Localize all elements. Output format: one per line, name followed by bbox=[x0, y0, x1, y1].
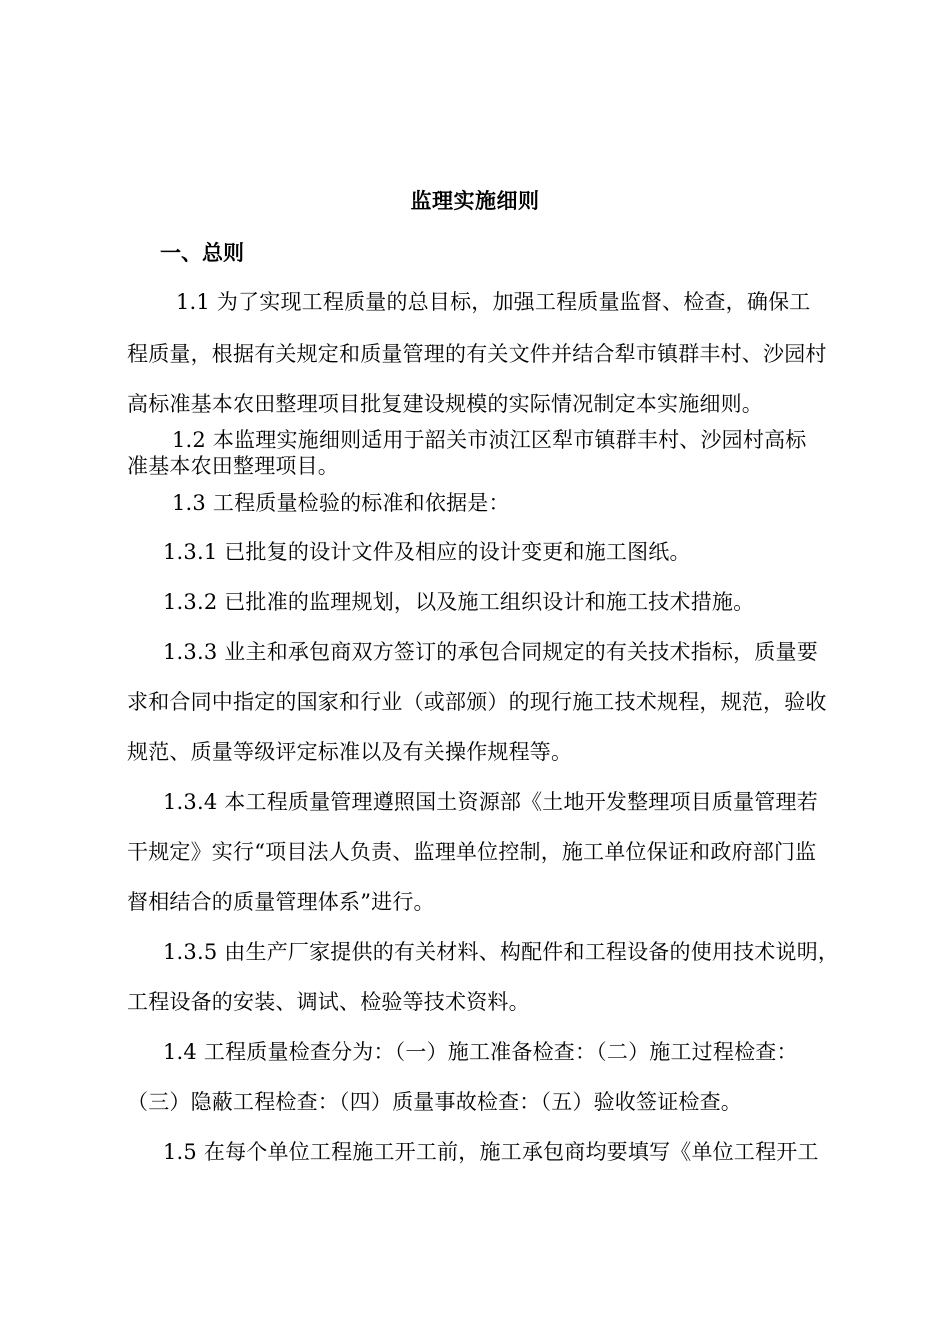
paragraph-line: 工程设备的安装、调试、检验等技术资料。 bbox=[127, 990, 530, 1014]
paragraph-line: 1.1 为了实现工程质量的总目标，加强工程质量监督、检查，确保工 bbox=[176, 290, 811, 314]
paragraph-line: 1.3.2 已批准的监理规划，以及施工组织设计和施工技术措施。 bbox=[163, 590, 755, 614]
paragraph-line: 1.2 本监理实施细则适用于韶关市浈江区犁市镇群丰村、沙园村高标 bbox=[172, 428, 807, 452]
paragraph-line: 1.3.5 由生产厂家提供的有关材料、构配件和工程设备的使用技术说明， bbox=[163, 940, 840, 964]
paragraph-line: （三）隐蔽工程检查：（四）质量事故检查：（五）验收签证检查。 bbox=[127, 1090, 742, 1114]
paragraph-line: 程质量，根据有关规定和质量管理的有关文件并结合犁市镇群丰村、沙园村 bbox=[127, 342, 827, 366]
document-title: 监理实施细则 bbox=[410, 189, 540, 213]
paragraph-line: 准基本农田整理项目。 bbox=[127, 454, 339, 478]
paragraph-line: 干规定》实行“项目法人负责、监理单位控制，施工单位保证和政府部门监 bbox=[127, 840, 817, 864]
paragraph-line: 高标准基本农田整理项目批复建设规模的实际情况制定本实施细则。 bbox=[127, 392, 763, 416]
paragraph-line: 求和合同中指定的国家和行业（或部颁）的现行施工技术规程，规范，验收 bbox=[127, 690, 827, 714]
paragraph-line: 规范、质量等级评定标准以及有关操作规程等。 bbox=[127, 740, 573, 764]
paragraph-line: 1.3 工程质量检验的标准和依据是： bbox=[172, 491, 510, 515]
paragraph-line: 1.4 工程质量检查分为：（一）施工准备检查：（二）施工过程检查： bbox=[163, 1040, 798, 1064]
paragraph-line: 1.3.1 已批复的设计文件及相应的设计变更和施工图纸。 bbox=[163, 540, 691, 564]
paragraph-line: 1.3.3 业主和承包商双方签订的承包合同规定的有关技术指标，质量要 bbox=[163, 640, 818, 664]
paragraph-line: 督相结合的质量管理体系”进行。 bbox=[127, 890, 435, 914]
paragraph-line: 1.5 在每个单位工程施工开工前，施工承包商均要填写《单位工程开工 bbox=[163, 1140, 819, 1164]
section-heading: 一、总则 bbox=[160, 241, 244, 265]
paragraph-line: 1.3.4 本工程质量管理遵照国土资源部《土地开发整理项目质量管理若 bbox=[163, 790, 818, 814]
